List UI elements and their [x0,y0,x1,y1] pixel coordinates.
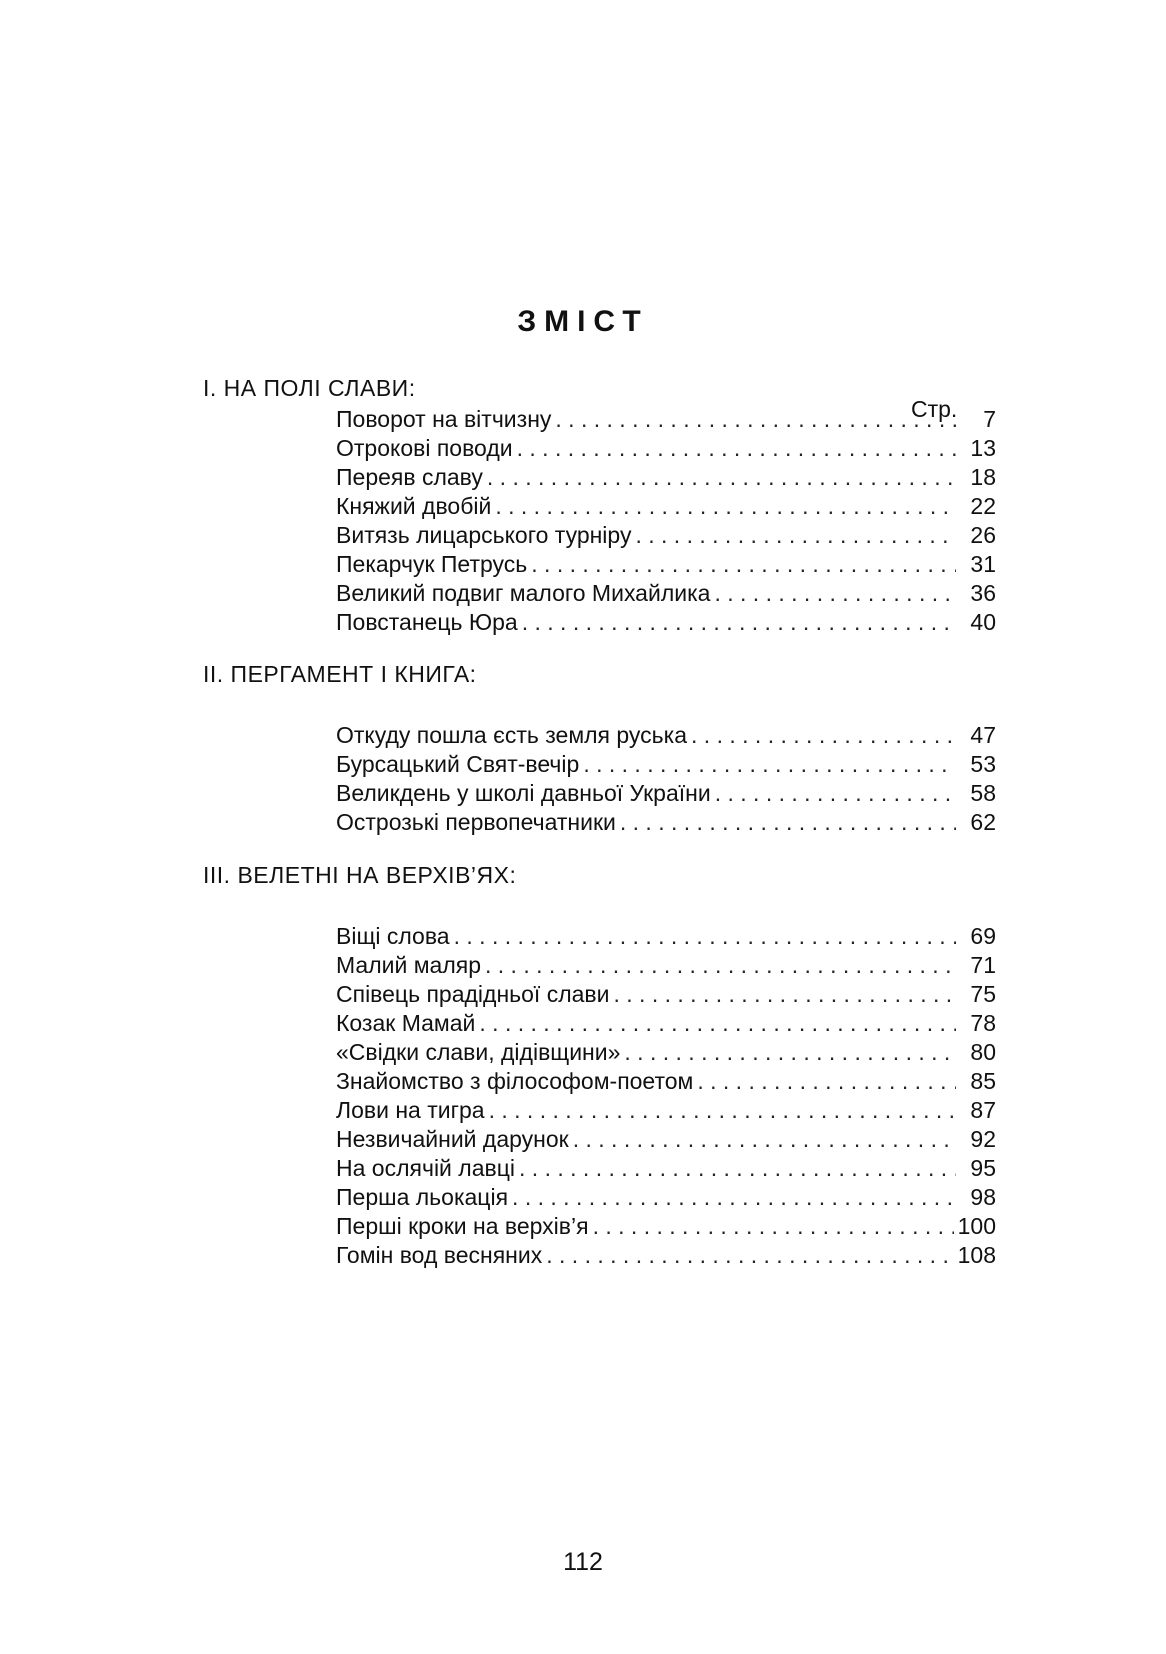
toc-entry-title: Великий подвиг малого Михайлика [336,580,711,606]
dot-leader [479,1010,956,1037]
toc-entry-title: Великдень у школі давньої України [336,780,711,806]
toc-entry [336,751,996,780]
toc-entry-title: На ослячій лавці [336,1155,516,1181]
toc-entry [336,1155,996,1184]
toc-entry-page: 62 [970,809,996,835]
toc-entry-title: Княжий двобій [336,493,492,519]
toc-entry [336,809,996,838]
toc-entry-page: 108 [957,1242,996,1268]
toc-entry-title: Знайомство з філософом-поетом [336,1068,694,1094]
toc-entry [336,1242,996,1271]
toc-entry [336,923,996,952]
dot-leader [489,1097,956,1124]
toc-entry-page: 31 [970,551,996,577]
dot-leader [512,1184,956,1211]
toc-entry-page: 78 [970,1010,996,1036]
toc-entry-page: 53 [970,751,996,777]
toc-entry [336,780,996,809]
dot-leader [555,406,956,433]
toc-entry-page: 13 [970,435,996,461]
toc-entry-title: Малий маляр [336,952,481,978]
dot-leader [697,1068,956,1095]
toc-entry-title: Віщі слова [336,923,450,949]
toc-entry-page: 95 [970,1155,996,1181]
toc-entry-title: Перша льокація [336,1184,509,1210]
toc-entry-title: Острозькі первопечатники [336,809,616,835]
toc-entry-page: 75 [970,981,996,1007]
toc-entry [336,580,996,609]
dot-leader [624,1039,956,1066]
toc-entry-page: 22 [970,493,996,519]
dot-leader [620,809,956,836]
toc-entry-title: Гомін вод весняних [336,1242,543,1268]
toc-entry-page: 100 [957,1213,996,1239]
toc-entry-page: 47 [970,722,996,748]
dot-leader [583,751,956,778]
toc-entry-page: 98 [970,1184,996,1210]
toc-entry-page: 92 [970,1126,996,1152]
toc-entry [336,609,996,638]
toc-entry-page: 58 [970,780,996,806]
dot-leader [485,952,956,979]
section-heading-3: ІІІ. ВЕЛЕТНІ НА ВЕРХІВ’ЯХ: [203,862,517,888]
toc-entry [336,406,996,435]
toc-entry-page: 40 [970,609,996,635]
dot-leader [593,1213,954,1240]
toc-entry [336,722,996,751]
toc-entry-title: Витязь лицарського турніру [336,522,632,548]
dot-leader [614,981,957,1008]
toc-entry [336,1097,996,1126]
section-heading-1: І. НА ПОЛІ СЛАВИ: [203,375,416,401]
dot-leader [691,722,956,749]
toc-list-section-1 [336,406,996,638]
toc-entry-title: Поворот на вітчизну [336,406,552,432]
dot-leader [714,580,956,607]
toc-entry-title: Переяв славу [336,464,483,490]
toc-entry-title: Козак Мамай [336,1010,476,1036]
toc-entry [336,551,996,580]
toc-entry [336,1126,996,1155]
toc-entry-title: Перші кроки на верхів’я [336,1213,589,1239]
toc-entry-page: 85 [970,1068,996,1094]
dot-leader [635,522,956,549]
dot-leader [519,1155,956,1182]
toc-entry-title: Співець прадідньої слави [336,981,610,1007]
toc-entry [336,1068,996,1097]
toc-entry [336,952,996,981]
page-column-label: Стр. [911,396,958,422]
dot-leader [531,551,956,578]
toc-entry-title: Пекарчук Петрусь [336,551,528,577]
page-number: 112 [563,1548,603,1576]
toc-entry [336,1184,996,1213]
toc-entry-page: 87 [970,1097,996,1123]
dot-leader [495,493,956,520]
toc-entry-title: Бурсацький Свят-вечір [336,751,580,777]
dot-leader [522,609,956,636]
toc-entry [336,493,996,522]
toc-entry-title: Повстанець Юра [336,609,518,635]
toc-entry [336,981,996,1010]
toc-entry-title: Откуду пошла єсть земля руська [336,722,688,748]
toc-entry-page: 7 [983,406,996,432]
dot-leader [517,435,956,462]
dot-leader [454,923,956,950]
toc-list-section-3 [336,923,996,1271]
toc-entry [336,435,996,464]
dot-leader [546,1242,953,1269]
toc-entry-page: 69 [970,923,996,949]
dot-leader [487,464,956,491]
toc-entry [336,464,996,493]
toc-entry-page: 80 [970,1039,996,1065]
page-title: ЗМІСТ [517,305,649,338]
toc-list-section-2 [336,722,996,838]
toc-entry [336,1010,996,1039]
toc-entry [336,522,996,551]
toc-entry-title: «Свідки слави, дідівщини» [336,1039,621,1065]
toc-entry-page: 36 [970,580,996,606]
toc-entry-page: 26 [970,522,996,548]
toc-entry-page: 18 [970,464,996,490]
dot-leader [573,1126,956,1153]
toc-entry-title: Отрокові поводи [336,435,513,461]
dot-leader [715,780,956,807]
toc-entry-page: 71 [970,952,996,978]
toc-entry [336,1039,996,1068]
section-heading-2: ІІ. ПЕРГАМЕНТ І КНИГА: [203,661,477,687]
toc-entry [336,1213,996,1242]
toc-entry-title: Незвичайний дарунок [336,1126,569,1152]
toc-entry-title: Лови на тигра [336,1097,485,1123]
